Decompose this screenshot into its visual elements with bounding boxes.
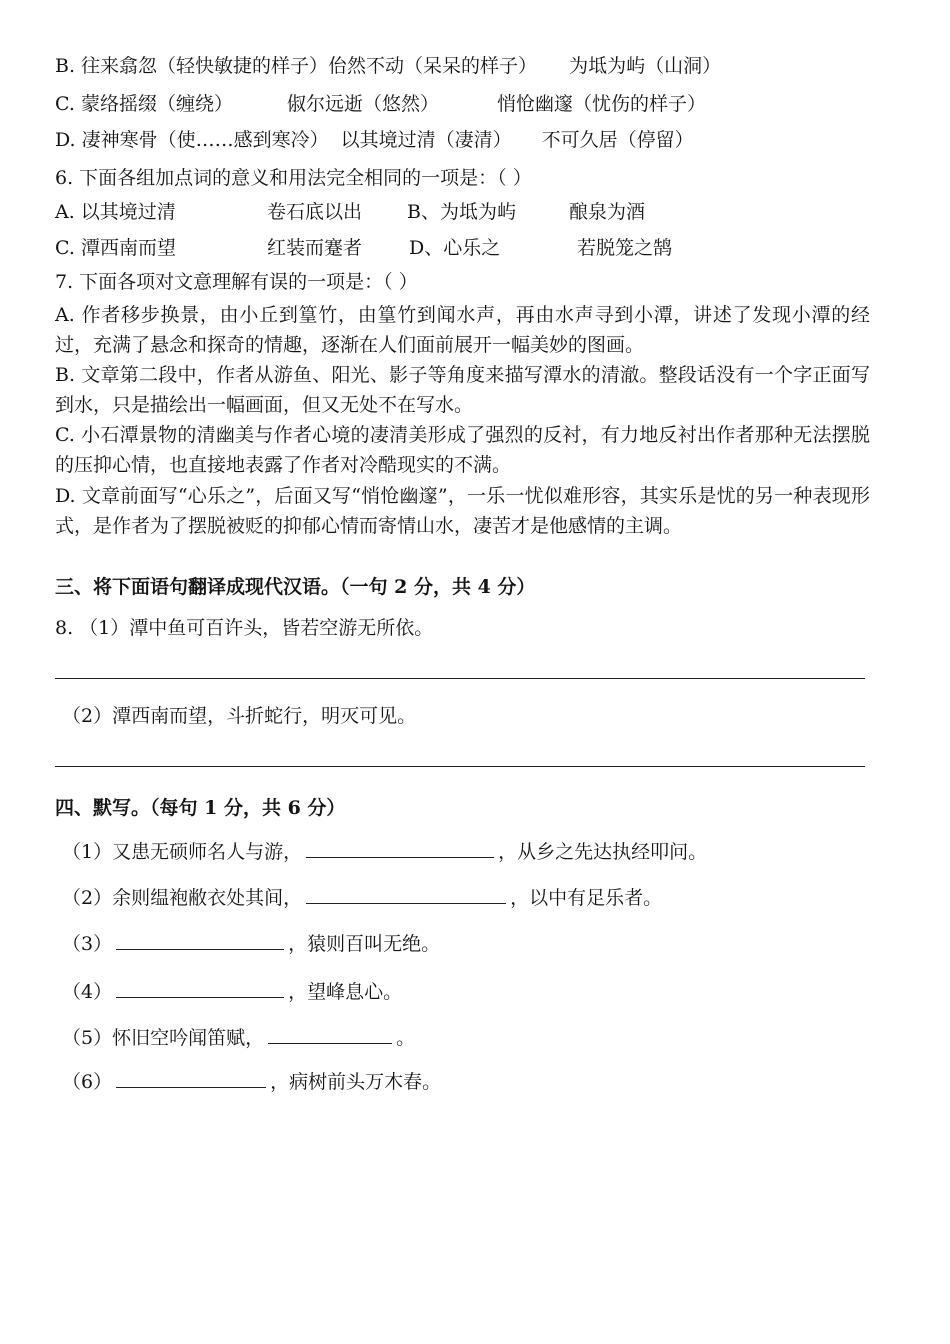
q5-b-part3: 为坻为屿（山洞） [569,55,722,77]
dictation-item-6 [62,1070,441,1094]
dictation-4-pre: （4） [62,981,113,1003]
q6-d2: 若脱笼之鹄 [577,237,673,259]
dictation-item-4 [62,980,402,1004]
q6-b2: 酿泉为酒 [569,201,646,223]
dictation-4-post: ，望峰息心。 [288,981,403,1003]
dictation-item-2 [62,886,662,910]
q5-option-b [55,54,721,78]
q6-a1: A. 以其境过清 [55,201,176,223]
q5-b-part2: 佁然不动（呆呆的样子） [328,55,538,77]
q6-c2: 红装而蹇者 [267,237,363,259]
dictation-5-blank[interactable] [268,1027,392,1044]
dictation-6-post: ，病树前头万木春。 [270,1071,442,1093]
dictation-4-blank[interactable] [116,981,284,998]
dictation-3-blank[interactable] [116,933,284,950]
dictation-5-pre: （5）怀旧空吟闻笛赋， [62,1027,265,1049]
q5-d-part1: D. 凄神寒骨（使……感到寒冷） [55,129,329,151]
q7-option-b: B. 文章第二段中，作者从游鱼、阳光、影子等角度来描写潭水的清澈。整段话没有一个字正面写到水，只是描绘出一幅画面，但又无处不在写水。 [55,364,870,416]
dictation-item-1 [62,840,707,864]
q5-d-part3: 不可久居（停留） [541,129,694,151]
q6-d1: D、心乐之 [409,237,501,259]
q5-d-part2: 以其境过清（凄清） [340,129,512,151]
dictation-1-blank[interactable] [306,841,494,858]
answer-line-2[interactable] [55,766,865,767]
q6-b1: B、为坻为屿 [407,201,516,223]
dictation-item-3 [62,932,440,956]
q6-c1: C. 潭西南而望 [55,237,176,259]
q8-item2: （2）潭西南而望，斗折蛇行，明灭可见。 [62,705,417,727]
dictation-2-post: ，以中有足乐者。 [510,887,663,909]
q7-stem: 7. 下面各项对文意理解有误的一项是：（ ） [55,271,418,293]
dictation-3-post: ，猿则百叫无绝。 [288,933,441,955]
q8-item1: 8. （1）潭中鱼可百许头，皆若空游无所依。 [55,617,434,639]
q6-row1 [55,200,645,224]
dictation-1-pre: （1）又患无硕师名人与游， [62,841,303,863]
q6-a2: 卷石底以出 [267,201,363,223]
q7-option-a: A. 作者移步换景，由小丘到篁竹，由篁竹到闻水声，再由水声寻到小潭，讲述了发现小潭的经过，充满了悬念和探奇的情趣，逐渐在人们面前展开一幅美妙的图画。 [55,304,870,356]
q5-c-part2: 俶尔远逝（悠然） [286,93,439,115]
q6-row2 [55,236,672,260]
dictation-1-post: ，从乡之先达执经叩问。 [498,841,708,863]
dictation-6-blank[interactable] [116,1071,266,1088]
dictation-6-pre: （6） [62,1071,113,1093]
q5-c-part3: 悄怆幽邃（忧伤的样子） [496,93,706,115]
dictation-2-pre: （2）余则缊袍敝衣处其间， [62,887,303,909]
q7-option-c: C. 小石潭景物的清幽美与作者心境的凄清美形成了强烈的反衬，有力地反衬出作者那种无法摆脱的压抑心情，也直接地表露了作者对冷酷现实的不满。 [55,424,870,476]
q6-stem: 6. 下面各组加点词的意义和用法完全相同的一项是：（ ） [55,167,532,189]
q5-option-c [55,92,706,116]
section3-title: 三、将下面语句翻译成现代汉语。（一句 2 分，共 4 分） [55,576,536,598]
dictation-5-post: 。 [396,1027,416,1049]
q5-c-part1: C. 蒙络摇缀（缠绕） [55,93,233,115]
dictation-item-5 [62,1026,415,1050]
q7-option-d: D. 文章前面写“心乐之”，后面又写“悄怆幽邃”，一乐一忧似难形容，其实乐是忧的另一种表现形式，是作者为了摆脱被贬的抑郁心情而寄情山水，凄苦才是他感情的主调。 [55,485,870,537]
section4-title: 四、默写。（每句 1 分，共 6 分） [55,797,346,819]
dictation-3-pre: （3） [62,933,113,955]
q5-b-part1: B. 往来翕忽（轻快敏捷的样子） [55,55,329,77]
q5-option-d [55,128,694,152]
answer-line-1[interactable] [55,678,865,679]
dictation-2-blank[interactable] [306,887,506,904]
